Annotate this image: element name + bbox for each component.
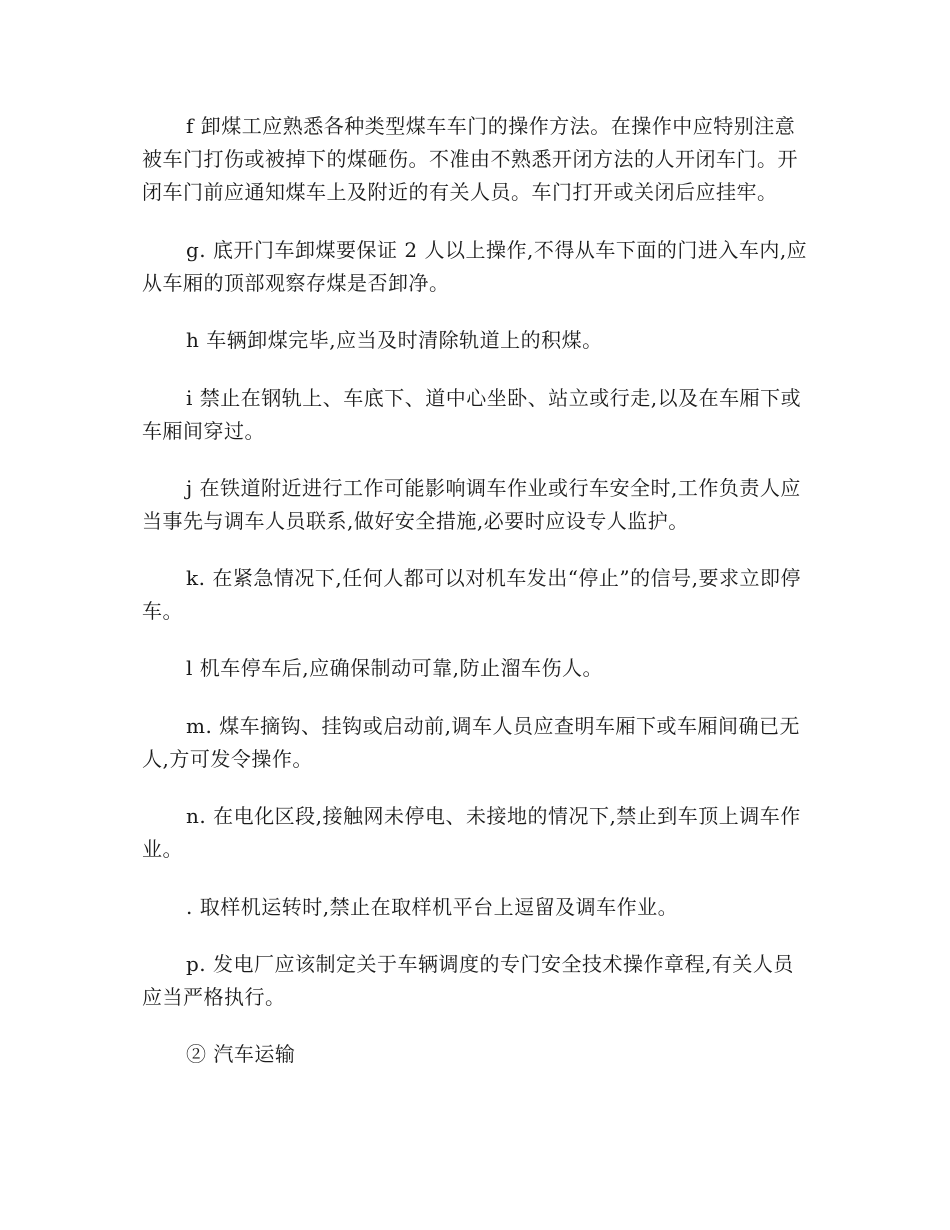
section-heading: ② 汽车运输 (186, 1042, 296, 1066)
paragraph-n: n. 在电化区段,接触网未停电、未接地的情况下,禁止到车顶上调车作业。 (142, 804, 801, 861)
document-page (142, 110, 812, 1071)
paragraph-l: l 机车停车后,应确保制动可靠,防止溜车伤人。 (186, 656, 603, 680)
paragraph-k: k. 在紧急情况下,任何人都可以对机车发出“停止”的信号,要求立即停车。 (142, 566, 801, 623)
paragraph-f: f 卸煤工应熟悉各种类型煤车车门的操作方法。在操作中应特别注意被车门打伤或被掉下的煤砸伤。不准由不熟悉开闭方法的人开闭车门。开闭车门前应通知煤车上及附近的有关人员。车门打开或关闭后应挂牢。 (142, 114, 798, 204)
paragraph-h: h 车辆卸煤完毕,应当及时清除轨道上的积煤。 (186, 328, 603, 352)
paragraph-g: g. 底开门车卸煤要保证 2 人以上操作,不得从车下面的门进入车内,应从车厢的顶部观察存煤是否卸净。 (142, 238, 808, 295)
paragraph-p: p. 发电厂应该制定关于车辆调度的专门安全技术操作章程,有关人员应当严格执行。 (142, 952, 794, 1009)
paragraph-j: j 在铁道附近进行工作可能影响调车作业或行车安全时,工作负责人应当事先与调车人员联系,做好安全措施,必要时应设专人监护。 (142, 476, 801, 533)
paragraph-m: m. 煤车摘钩、挂钩或启动前,调车人员应查明车厢下或车厢间确已无人,方可发令操作。 (142, 714, 801, 771)
paragraph-o: . 取样机运转时,禁止在取样机平台上逗留及调车作业。 (186, 895, 679, 919)
paragraph-i: i 禁止在钢轨上、车底下、道中心坐卧、站立或行走,以及在车厢下或车厢间穿过。 (142, 386, 802, 443)
